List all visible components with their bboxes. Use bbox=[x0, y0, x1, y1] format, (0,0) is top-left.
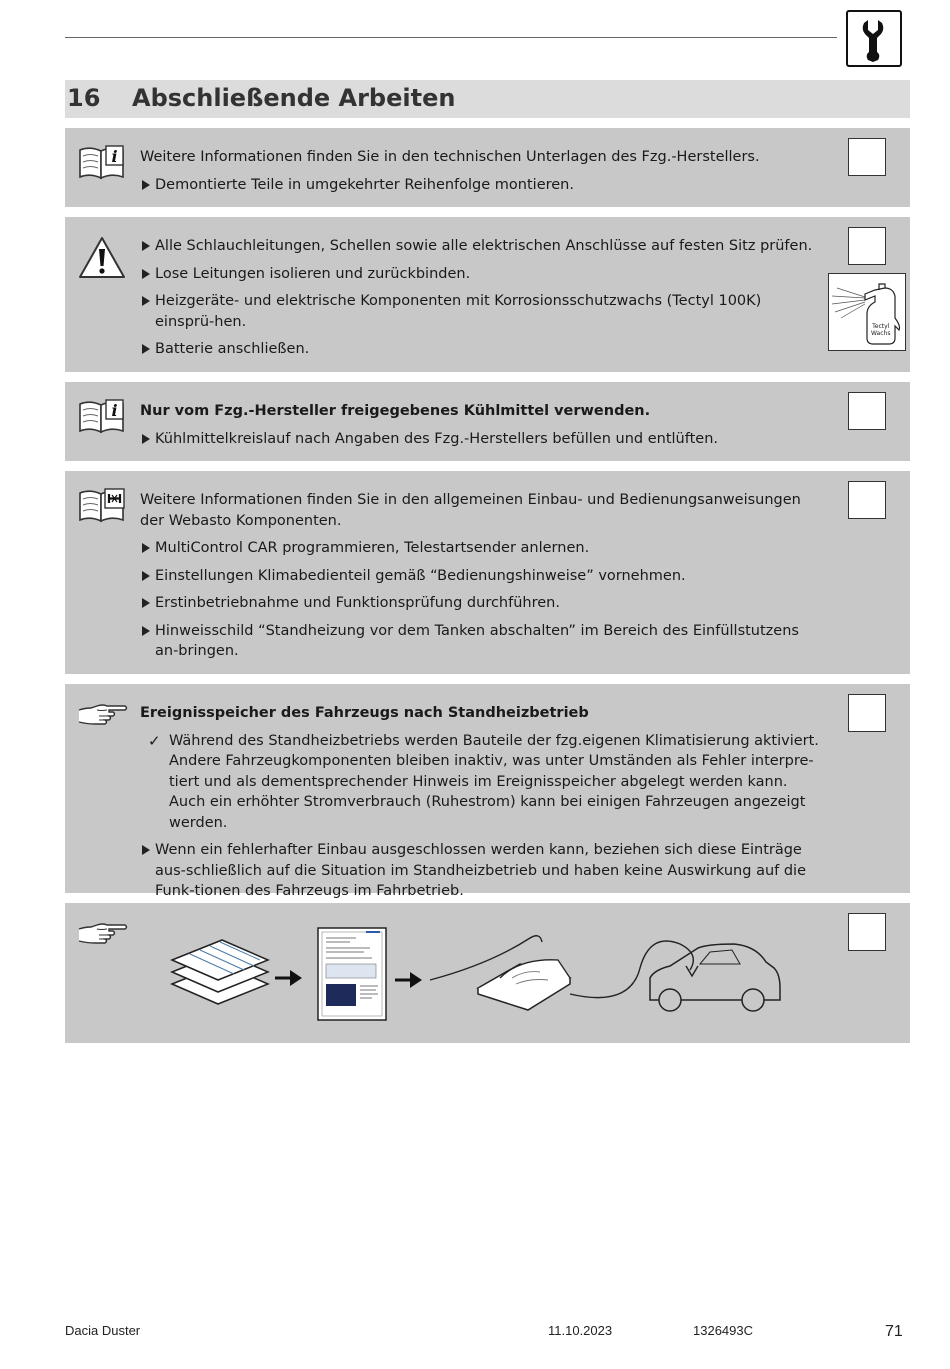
checkmark-icon: ✓ bbox=[148, 731, 161, 750]
completion-checkbox[interactable] bbox=[848, 227, 886, 265]
tectyl-spray-image bbox=[828, 273, 906, 351]
section-webasto-components bbox=[65, 471, 910, 674]
pointing-hand-icon bbox=[77, 921, 129, 953]
footer-date: 11.10.2023 bbox=[548, 1323, 613, 1338]
check-item-text: Während des Standheizbetriebs werden Bauteile der fzg.eigenen Klimatisierung aktiviert. Andere Fahrzeugkomponenten bleiben inaktiv, was unter Umständen als Fehler interpre-tiert und als dementsprechender Hinweis im Ereignisspeicher abgelegt werden kann. Auch ein erhöhter Stromverbrauch (Ruhestrom) kann bei einigen Fahrzeugen angezeigt werden. bbox=[169, 732, 819, 831]
section-info-coolant bbox=[65, 382, 910, 461]
completion-checkbox[interactable] bbox=[848, 694, 886, 732]
completion-checkbox[interactable] bbox=[848, 392, 886, 430]
warning-icon bbox=[77, 235, 127, 285]
manual-page-icon bbox=[318, 928, 386, 1020]
info-text: Weitere Informationen finden Sie in den allgemeinen Einbau- und Bedienungsanweisungen der Webasto Komponenten. bbox=[140, 492, 801, 529]
section-handover-illustration bbox=[65, 903, 910, 1043]
footer-doc-number: 1326493C bbox=[693, 1323, 753, 1338]
section-warning-checks bbox=[65, 217, 910, 372]
completion-checkbox[interactable] bbox=[848, 913, 886, 951]
chapter-title: Abschließende Arbeiten bbox=[132, 84, 456, 112]
instruction-step: Lose Leitungen isolieren und zurückbinden. bbox=[140, 264, 820, 285]
event-memory-heading: Ereignisspeicher des Fahrzeugs nach Standheizbetrieb bbox=[140, 705, 589, 721]
svg-text:i: i bbox=[111, 401, 118, 420]
instruction-step: Kühlmittelkreislauf nach Angaben des Fzg.-Herstellers befüllen und entlüften. bbox=[140, 429, 820, 450]
header-rule bbox=[65, 37, 837, 38]
instruction-step: Alle Schlauchleitungen, Schellen sowie alle elektrischen Anschlüsse auf festen Sitz prüfen. bbox=[140, 236, 820, 257]
coolant-notice: Nur vom Fzg.-Hersteller freigegebenes Kühlmittel verwenden. bbox=[140, 403, 651, 419]
check-item bbox=[140, 731, 820, 834]
instruction-step: Batterie anschließen. bbox=[140, 339, 820, 360]
chapter-number: 16 bbox=[67, 84, 101, 112]
wrench-icon bbox=[846, 10, 902, 67]
instruction-step: Heizgeräte- und elektrische Komponenten mit Korrosionsschutzwachs (Tectyl 100K) einsprü-hen. bbox=[140, 291, 820, 332]
paper-stack-icon bbox=[172, 940, 268, 1004]
car-icon bbox=[650, 944, 780, 1011]
svg-text:i: i bbox=[111, 147, 118, 166]
completion-checkbox[interactable] bbox=[848, 481, 886, 519]
book-info-icon bbox=[77, 396, 127, 440]
instruction-step: Demontierte Teile in umgekehrter Reihenfolge montieren. bbox=[140, 175, 820, 196]
documents-to-vehicle-illustration bbox=[160, 908, 800, 1038]
instruction-step: Erstinbetriebnahme und Funktionsprüfung durchführen. bbox=[140, 593, 820, 614]
completion-checkbox[interactable] bbox=[848, 138, 886, 176]
open-manual-icon bbox=[478, 960, 570, 1010]
section-info-technical-docs bbox=[65, 128, 910, 207]
pointing-hand-icon bbox=[77, 702, 129, 734]
footer-vehicle: Dacia Duster bbox=[65, 1323, 141, 1338]
section-event-memory bbox=[65, 684, 910, 899]
book-info-icon bbox=[77, 142, 127, 186]
instruction-step: Einstellungen Klimabedienteil gemäß “Bedienungshinweise” vornehmen. bbox=[140, 566, 820, 587]
spray-can-label: Tectyl Wachs bbox=[871, 323, 891, 337]
instruction-step: MultiControl CAR programmieren, Telestartsender anlernen. bbox=[140, 538, 820, 559]
page-number: 71 bbox=[885, 1323, 903, 1340]
instruction-step: Wenn ein fehlerhafter Einbau ausgeschlossen werden kann, beziehen sich diese Einträge aus-schließlich auf die Situation im Standheizbetrieb und haben keine Auswirkung auf die Funk-tionen des Fahrzeugs im Fahrbetrieb. bbox=[140, 840, 820, 902]
info-text: Weitere Informationen finden Sie in den technischen Unterlagen des Fzg.-Herstellers. bbox=[140, 149, 760, 165]
chapter-heading bbox=[65, 80, 910, 118]
book-heater-icon bbox=[77, 485, 127, 529]
instruction-step: Hinweisschild “Standheizung vor dem Tanken abschalten” im Bereich des Einfüllstutzens an-bringen. bbox=[140, 621, 820, 662]
